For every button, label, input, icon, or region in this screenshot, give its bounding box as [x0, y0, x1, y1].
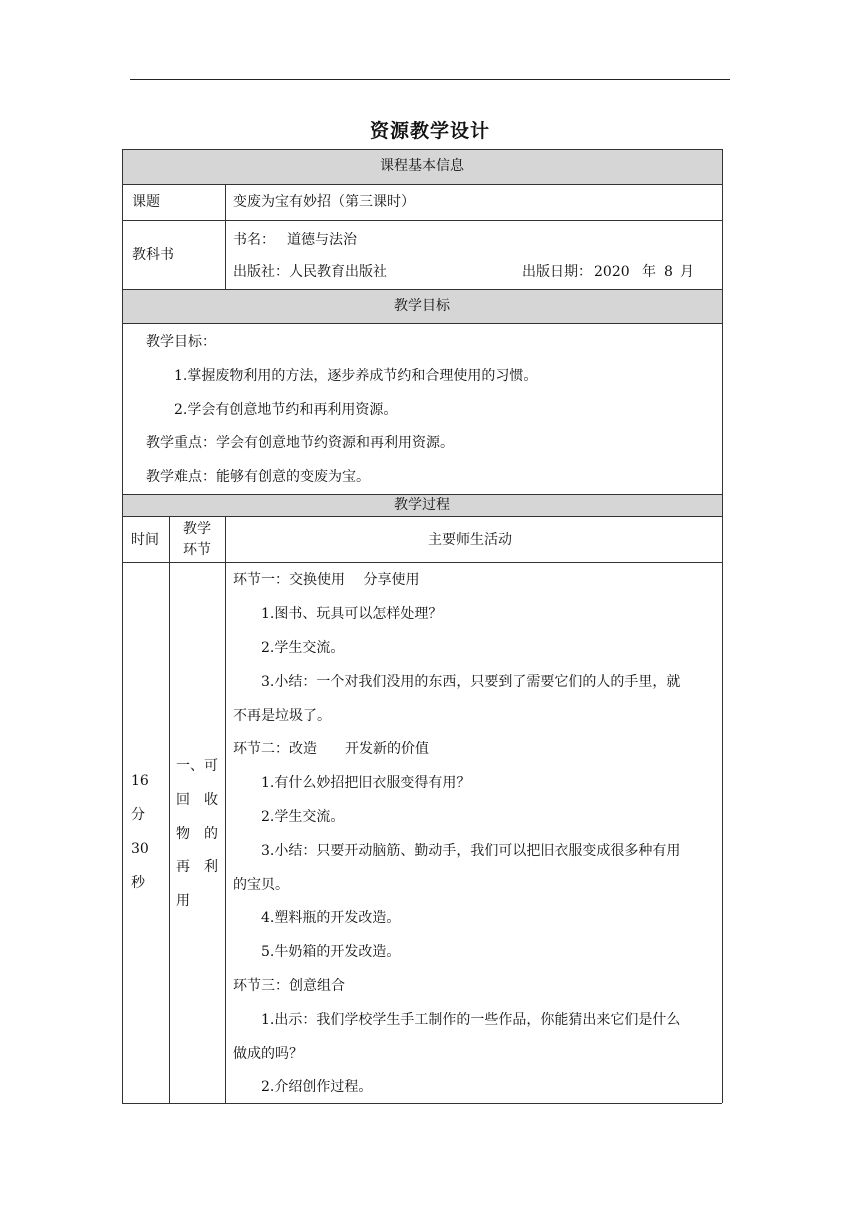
document-title: 资源教学设计	[369, 120, 490, 142]
table-border	[225, 516, 226, 1103]
activity-line: 3.小结：只要开动脑筋、勤动手，我们可以把旧衣服变成很多种有用	[261, 843, 681, 859]
goal-item: 2.学会有创意地节约和再利用资源。	[174, 402, 398, 418]
activity-line: 5.牛奶箱的开发改造。	[261, 944, 401, 960]
book-name-label: 书名：	[233, 232, 275, 248]
table-border	[122, 323, 722, 324]
activity-line: 2.介绍创作过程。	[261, 1079, 373, 1095]
publisher-value: 人民教育出版社	[289, 264, 387, 280]
table-border	[122, 149, 722, 150]
table-border	[122, 562, 722, 563]
topic-label: 课题	[132, 194, 160, 210]
header-rule	[130, 79, 730, 80]
time-value: 16	[131, 773, 149, 789]
column-header-stage: 教学	[183, 521, 211, 537]
time-value: 秒	[131, 875, 145, 891]
year-unit: 年	[642, 264, 656, 280]
month-unit: 月	[680, 264, 694, 280]
activity-line: 不再是垃圾了。	[233, 708, 331, 724]
difficulty: 教学难点：能够有创意的变废为宝。	[146, 469, 370, 485]
objectives-header	[122, 289, 722, 323]
goal-item: 1.掌握废物利用的方法，逐步养成节约和合理使用的习惯。	[174, 368, 538, 384]
activity-line: 1.有什么妙招把旧衣服变得有用？	[261, 775, 471, 791]
column-header-stage: 环节	[183, 542, 211, 558]
pub-date-label: 出版日期：	[522, 264, 592, 280]
activity-line: 2.学生交流。	[261, 640, 345, 656]
key-point: 教学重点：学会有创意地节约资源和再利用资源。	[146, 435, 454, 451]
topic-value: 变废为宝有妙招（第三课时）	[233, 194, 415, 210]
activity-line: 1.图书、玩具可以怎样处理？	[261, 606, 443, 622]
stage-text: 物 的	[176, 826, 218, 842]
activity-line: 4.塑料瓶的开发改造。	[261, 910, 401, 926]
table-border	[122, 289, 722, 290]
column-header-time: 时间	[131, 532, 159, 548]
table-border	[122, 149, 123, 1103]
process-header	[122, 494, 722, 516]
process-header-text: 教学过程	[394, 497, 450, 513]
table-border	[122, 516, 722, 517]
basic-info-header-text: 课程基本信息	[380, 158, 464, 174]
column-header-activity: 主要师生活动	[428, 532, 512, 548]
activity-line: 3.小结：一个对我们没用的东西，只要到了需要它们的人的手里，就	[261, 674, 681, 690]
activity-line: 2.学生交流。	[261, 809, 345, 825]
table-border	[122, 1103, 722, 1104]
stage-text: 用	[176, 893, 190, 909]
table-border	[169, 516, 170, 1103]
publisher-label: 出版社：	[233, 264, 289, 280]
activity-line: 的宝贝。	[233, 877, 289, 893]
stage-text: 回 收	[176, 792, 218, 808]
activity-heading: 环节一：交换使用 分享使用	[233, 572, 420, 588]
book-name-value: 道德与法治	[287, 232, 357, 248]
time-value: 分	[131, 807, 145, 823]
basic-info-header	[122, 149, 722, 184]
table-border	[722, 149, 723, 1103]
activity-line: 做成的吗？	[233, 1046, 303, 1062]
table-border	[122, 220, 722, 221]
textbook-label: 教科书	[132, 247, 174, 263]
time-value: 30	[131, 841, 149, 857]
table-border	[122, 494, 722, 495]
stage-text: 一、可	[176, 758, 218, 774]
pub-month: 8	[664, 264, 673, 280]
activity-heading: 环节三：创意组合	[233, 978, 345, 994]
goals-label: 教学目标：	[146, 334, 216, 350]
table-border	[225, 184, 226, 289]
stage-text: 再 利	[176, 859, 218, 875]
pub-year: 2020	[594, 264, 630, 280]
activity-line: 1.出示：我们学校学生手工制作的一些作品，你能猜出来它们是什么	[261, 1012, 681, 1028]
activity-heading: 环节二：改造 开发新的价值	[233, 741, 429, 757]
objectives-header-text: 教学目标	[394, 298, 450, 314]
table-border	[122, 184, 722, 185]
